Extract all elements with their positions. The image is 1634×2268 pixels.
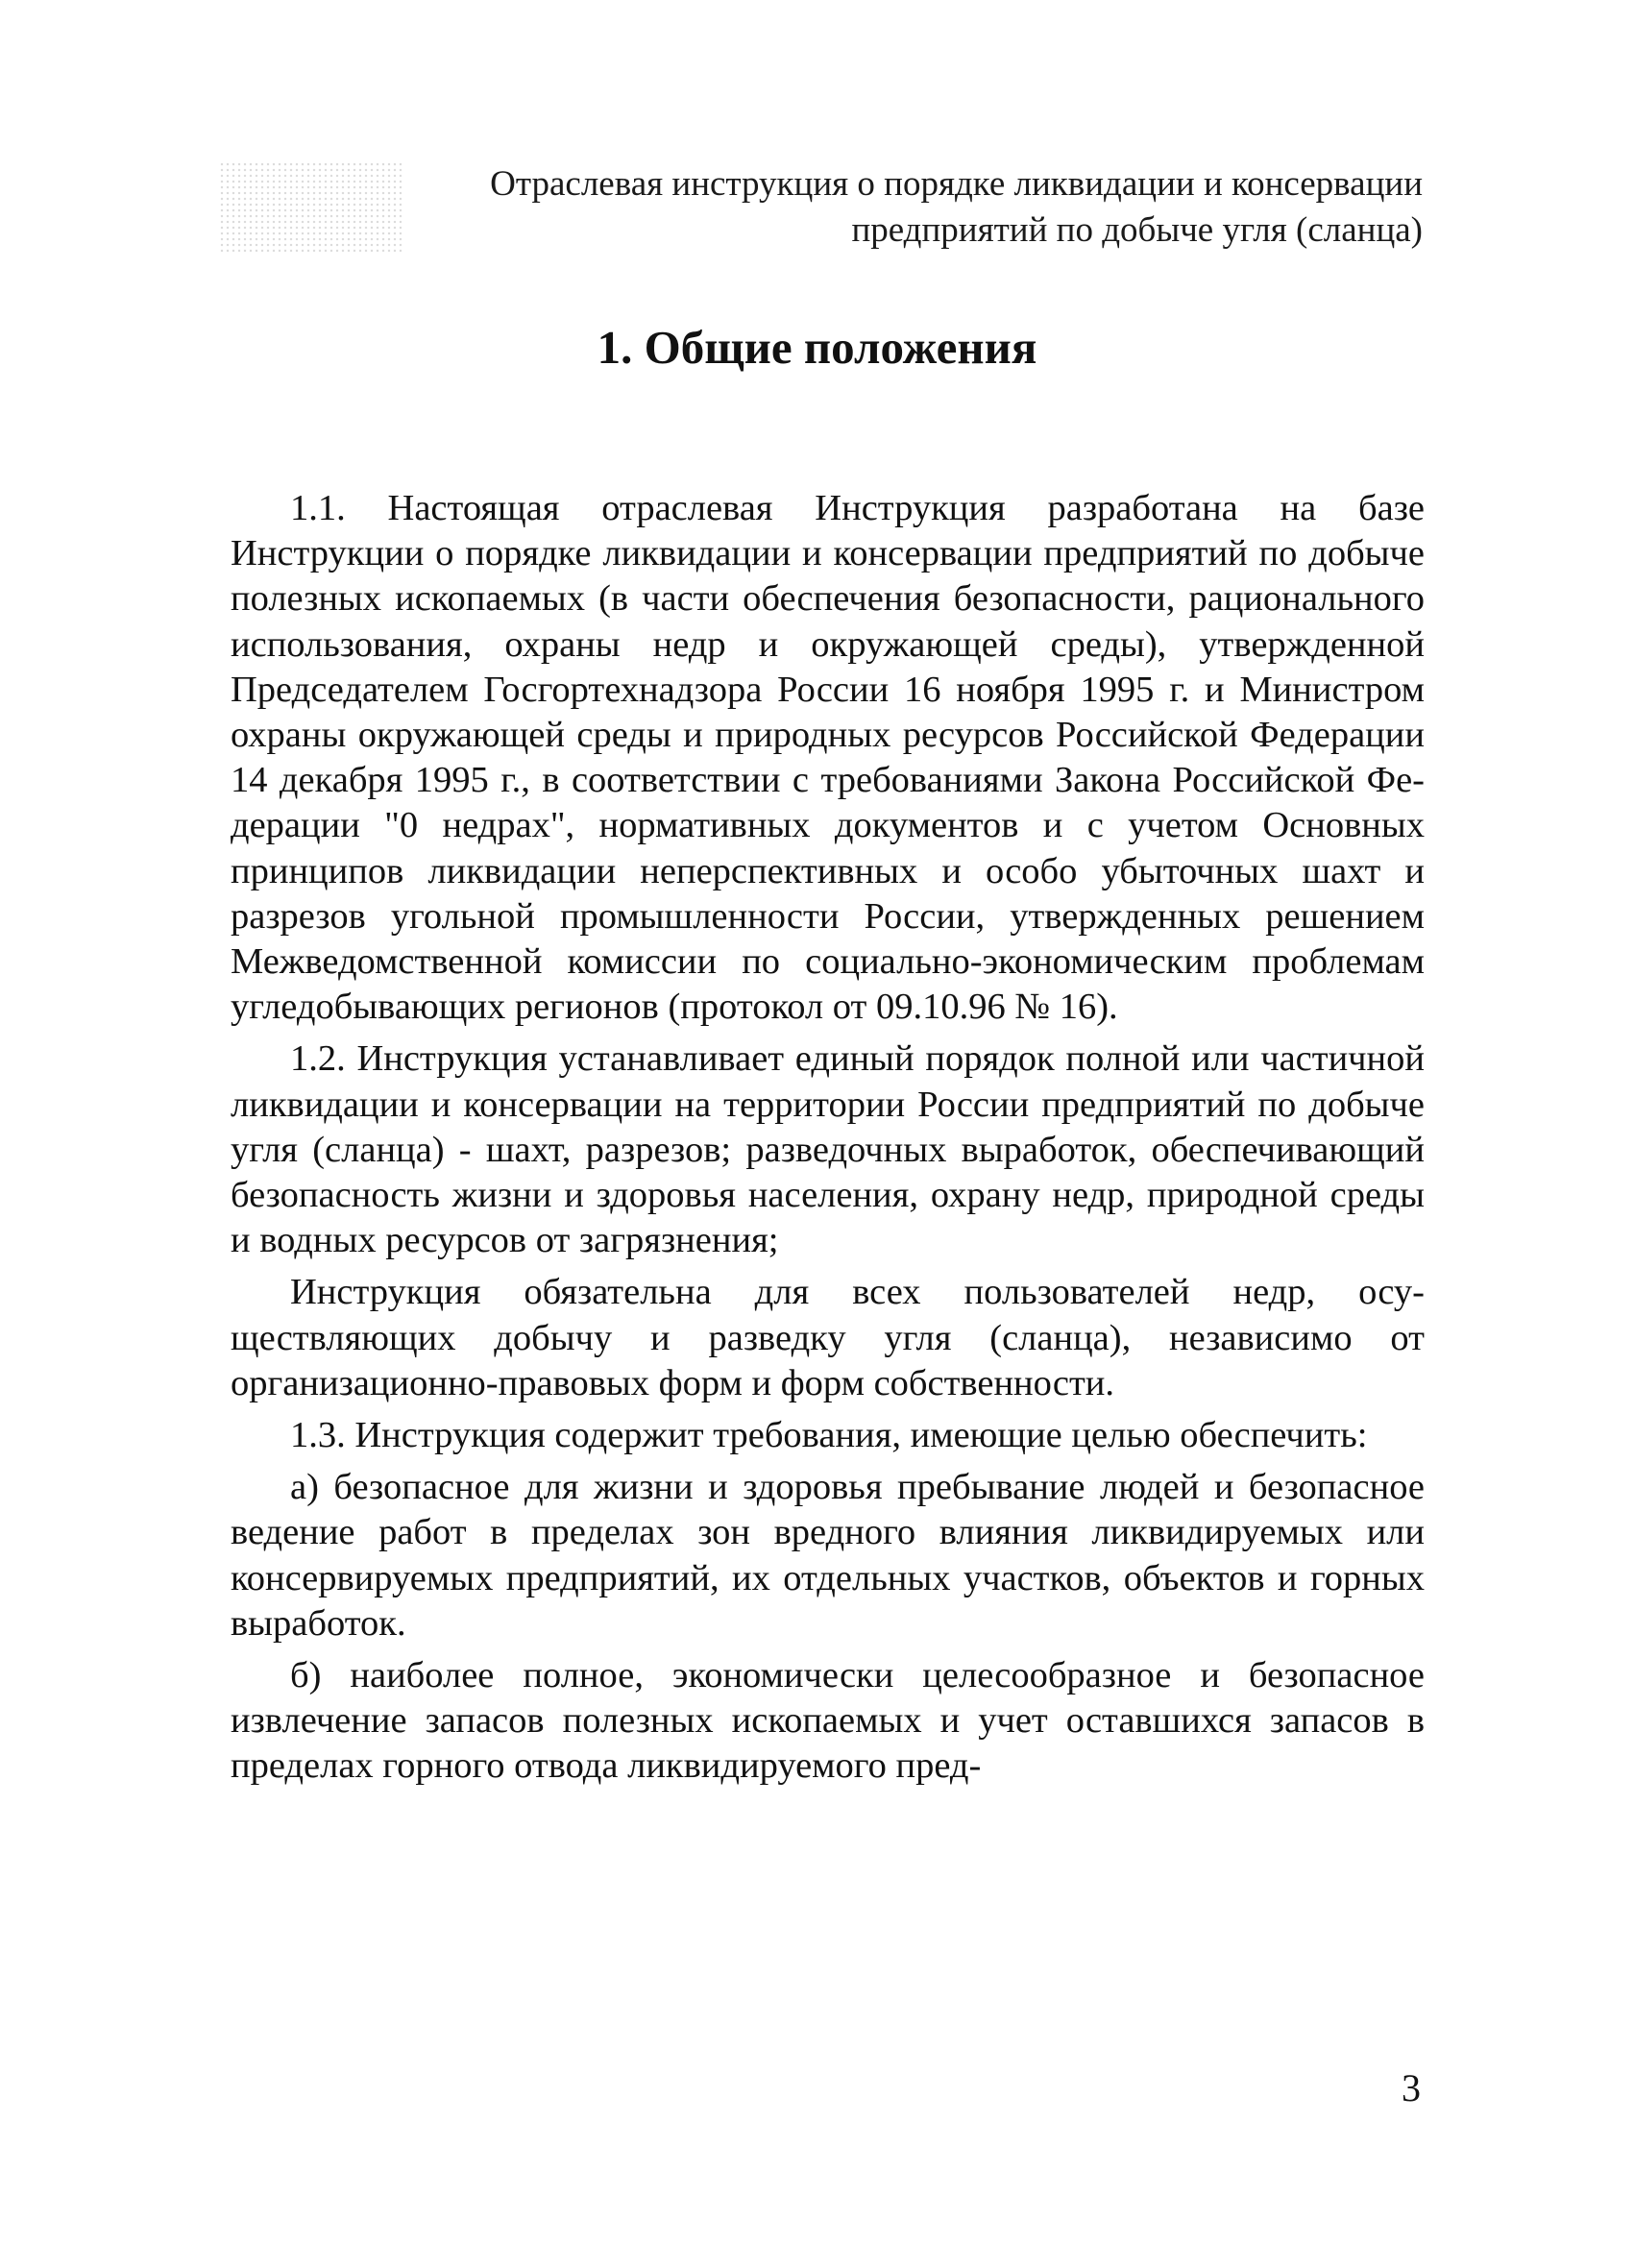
paragraph-1-3: 1.3. Инструкция содержит требования, имеющие целью обеспечить: [290,1415,1368,1456]
paragraph-item-b: б) наиболее полное, экономически целесообразное и безопасное извлечение запасов полезных ископаемых и учет оставшихся запасов в пределах горного отвода ликвидируемого пред- [231,1655,1425,1787]
running-header [366,161,1423,254]
body-text [231,486,1425,1796]
paragraph-scope: Инструкция обязательна для всех пользователей недр, осуществляющих добычу и разведку угля (сланца), независимо от организационно-правовых форм и форм собственности. [231,1272,1425,1403]
running-header-line-1: Отраслевая инструкция о порядке ликвидации и консервации [490,164,1423,204]
paragraph-1-2: 1.2. Инструкция устанавливает единый порядок полной или частичной ликвидации и консервации на территории России предприятий по добыче угля (сланца) - шахт, разрезов; разведочных выработок, обеспечивающий безопасность жизни и здоровья населения, охрану недр, природной среды и водных ресурсов от загрязнения; [231,1038,1425,1261]
paragraph-1-1: 1.1. Настоящая отраслевая Инструкция разработана на базе Инструкции о порядке ликвидации и консервации предприятий по добыче полезных ископаемых (в части обеспечения безопасности, рационального использования, охраны недр и окружающей среды), утвержденной Председателем Госгортехнадзора России 16 ноября 1995 г. и Министром охраны окружающей среды и природных ресурсов Российской Федерации 14 декабря 1995 г., в соответствии с требованиями Закона Российской Федерации "0 недрах", нормативных документов и с учетом Основных принципов ликвидации неперспективных и особо убыточных шахт и разрезов угольной промышленности России, утвержденных решением Межведомственной комиссии по социально-экономическим проблемам угледобывающих регионов (протокол от 09.10.96 № 16). [231,488,1425,1028]
paragraph-item-a: а) безопасное для жизни и здоровья пребывание людей и безопасное ведение работ в пределах зон вредного влияния ликвидируемых или консервируемых предприятий, их отдельных участков, объектов и горных выработок. [231,1467,1425,1644]
running-header-line-2: предприятий по добыче угля (сланца) [851,210,1423,250]
section-title: 1. Общие положения [597,321,1037,374]
page-number: 3 [1402,2066,1421,2109]
